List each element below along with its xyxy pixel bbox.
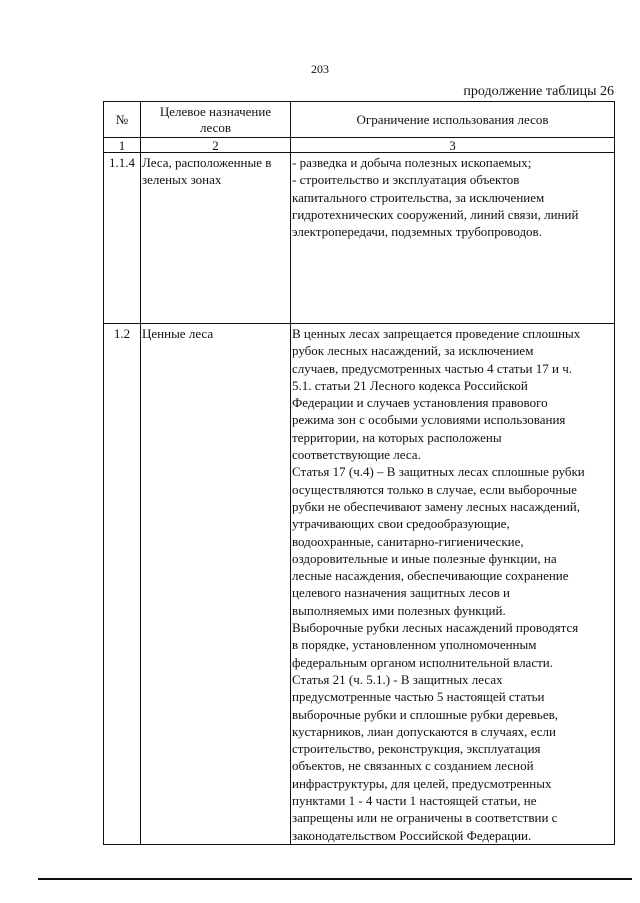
restriction-text-line: Статья 17 (ч.4) – В защитных лесах сплошные рубки xyxy=(292,464,585,480)
row-purpose xyxy=(141,153,291,324)
purpose-text-line: Леса, расположенные в xyxy=(142,155,272,170)
restriction-text-line: случаев, предусмотренных частью 4 статьи 17 и ч. xyxy=(292,360,572,376)
restriction-text-line: электропередачи, подземных трубопроводов. xyxy=(292,224,542,240)
header-purpose xyxy=(141,102,291,138)
restriction-text-line: рубки не обеспечивают замену лесных насаждений, xyxy=(292,498,580,514)
table-row xyxy=(104,324,615,845)
restriction-text-line: инфраструктуры, для целей, предусмотренных xyxy=(292,775,552,791)
restriction-text-line: федеральным органом исполнительной власти. xyxy=(292,654,553,670)
footer-divider xyxy=(38,878,632,880)
header-number xyxy=(104,102,141,138)
table-row xyxy=(104,153,615,324)
restriction-text-line: Выборочные рубки лесных насаждений проводятся xyxy=(292,620,579,636)
restriction-text-line: рубок лесных насаждений, за исключением xyxy=(292,343,534,359)
forest-restrictions-table xyxy=(103,101,615,845)
restriction-text-line: пунктами 1 - 4 части 1 настоящей статьи, не xyxy=(292,793,537,809)
row-number: 1.1.4 xyxy=(104,153,141,324)
purpose-text-line: зеленых зонах xyxy=(142,172,222,188)
restriction-text-line: утрачивающих свои средообразующие, xyxy=(292,516,510,532)
restriction-text-line: законодательством Российской Федерации. xyxy=(292,827,532,843)
restriction-text-line: гидротехнических сооружений, линий связи, линий xyxy=(292,206,579,222)
column-number-2: 2 xyxy=(141,138,291,153)
restriction-text-line: оздоровительные и иные полезные функции, на xyxy=(292,550,557,566)
restriction-text-line: лесные насаждения, обеспечивающие сохранение xyxy=(292,568,569,584)
restriction-text-line: - разведка и добыча полезных ископаемых; xyxy=(292,155,532,170)
table-continuation-label: продолжение таблицы 26 xyxy=(463,84,614,99)
column-number-row xyxy=(104,138,615,153)
restriction-text-line: запрещены или не ограничены в соответствии с xyxy=(292,810,558,826)
restriction-text-line: осуществляются только в случае, если выборочные xyxy=(292,481,577,497)
restriction-text-line: строительство, реконструкция, эксплуатация xyxy=(292,741,541,757)
column-number-1: 1 xyxy=(104,138,141,153)
header-text-line: Ограничение использования лесов xyxy=(356,111,549,127)
restriction-text-line: территории, на которых расположены xyxy=(292,429,502,445)
restriction-text-line: целевого назначения защитных лесов и xyxy=(292,585,511,601)
restriction-text-line: предусмотренные частью 5 настоящей статьи xyxy=(292,689,545,705)
purpose-text-line: Ценные леса xyxy=(142,326,214,341)
restriction-text-line: - строительство и эксплуатация объектов xyxy=(292,172,520,188)
column-number-3: 3 xyxy=(291,138,615,153)
restriction-text-line: 5.1. статьи 21 Лесного кодекса Российской xyxy=(292,377,528,393)
restriction-text-line: Федерации и случаев установления правового xyxy=(292,395,548,411)
header-text-line: Целевое назначение xyxy=(159,103,272,119)
restriction-text-line: выборочные рубки и сплошные рубки деревьев, xyxy=(292,706,559,722)
restriction-text-line: соответствующие леса. xyxy=(292,447,421,463)
row-purpose xyxy=(141,324,291,845)
restriction-text-line: выполняемых ими полезных функций. xyxy=(292,602,506,618)
page-number: 203 xyxy=(311,62,329,76)
restriction-text-line: В ценных лесах запрещается проведение сплошных xyxy=(292,326,581,341)
restriction-text-line: водоохранные, санитарно-гигиенические, xyxy=(292,533,524,549)
header-text-line: лесов xyxy=(200,119,231,135)
header-text-line: № xyxy=(115,111,129,127)
restriction-text-line: режима зон с особыми условиями использования xyxy=(292,412,566,428)
row-number: 1.2 xyxy=(104,324,141,845)
row-restrictions xyxy=(291,324,615,845)
header-restrictions xyxy=(291,102,615,138)
table-header-row xyxy=(104,102,615,138)
restriction-text-line: Статья 21 (ч. 5.1.) - В защитных лесах xyxy=(292,671,503,687)
restriction-text-line: кустарников, лиан допускаются в случаях, если xyxy=(292,723,556,739)
row-restrictions xyxy=(291,153,615,324)
restriction-text-line: в порядке, установленном уполномоченным xyxy=(292,637,537,653)
restriction-text-line: капитального строительства, за исключением xyxy=(292,189,545,205)
restriction-text-line: объектов, не связанных с созданием лесной xyxy=(292,758,534,774)
